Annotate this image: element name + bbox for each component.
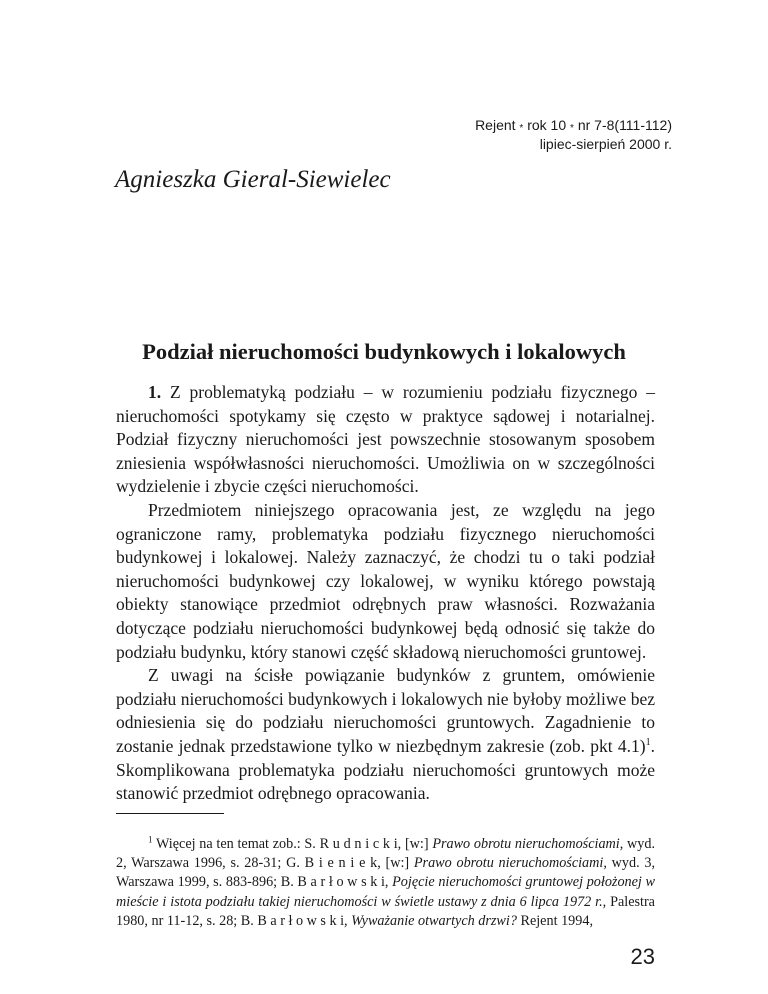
journal-name: Rejent: [475, 117, 516, 133]
journal-year: rok 10: [527, 117, 567, 133]
footnote-text: , wyd. 3, Warszawa 1999, s. 883-896; B. B a r ł o w s k i,: [116, 855, 656, 891]
section-number: 1.: [148, 382, 162, 402]
star-separator-icon: *: [570, 123, 574, 134]
author-name: Agnieszka Gieral-Siewielec: [115, 166, 391, 193]
journal-header: [475, 117, 672, 153]
footnote-marker: 1: [148, 834, 153, 845]
paragraph-1: [116, 381, 655, 499]
page-number: 23: [630, 944, 655, 969]
paragraph-3-text-b: . Skomplikowana problematyka podziału nieruchomości gruntowych może stanowić przedmiot odrębnego opracowania.: [116, 735, 655, 804]
journal-issue: nr 7-8(111-112): [577, 117, 672, 133]
footnote-1: [116, 835, 655, 931]
paragraph-3: [116, 664, 655, 806]
paragraph-1-text: Z problematyką podziału – w rozumieniu podziału fizycznego – nieruchomości spotykamy się często w praktyce sądowej i notarialnej. Podział fizyczny nieruchomości jest powszechnie stosowanym sposobem zniesienia współwłasności nieruchomości. Umożliwia on w szczególności wydzielenie i zbycie części nieruchomości.: [116, 382, 655, 497]
footnote-text: , wyd. 2, Warszawa 1996, s. 28-31; G. B i e n i e k, [w:]: [116, 836, 655, 872]
footnote-text: , Palestra 1980, nr 11-12, s. 28; B. B a r ł o w s k i,: [116, 893, 655, 929]
article-body: [116, 381, 655, 806]
footnote-citation-title: Prawo obrotu nieruchomościami: [413, 855, 604, 872]
footnote-reference[interactable]: 1: [645, 737, 651, 749]
footnote-text: Więcej na ten temat zob.: S. R u d n i c k i, [w:]: [152, 836, 433, 852]
footnote-divider: [116, 813, 224, 814]
footnote-citation-title: Prawo obrotu nieruchomościami: [432, 836, 620, 852]
journal-issue-line: [475, 117, 672, 136]
footnote-text: Rejent 1994,: [516, 912, 593, 929]
article-title: Podział nieruchomości budynkowych i lokalowych: [142, 339, 626, 364]
footnote-citation-title: Wyważanie otwartych drzwi?: [351, 912, 517, 929]
star-separator-icon: *: [519, 123, 524, 134]
footnote-citation-title: Pojęcie nieruchomości gruntowej położonej w mieście i istota podziału takiej nieruchomości w świetle ustawy z dnia 6 lipca 1972 r.: [116, 874, 655, 910]
journal-date: lipiec-sierpień 2000 r.: [539, 136, 672, 152]
footnote: [116, 835, 655, 931]
paragraph-2: [116, 499, 655, 664]
paragraph-3-text-a: Z uwagi na ścisłe powiązanie budynków z gruntem, omówienie podziału nieruchomości budynkowych i lokalowych nie byłoby możliwe bez odniesienia się do podziału nieruchomości gruntowych. Zagadnienie to zostanie jednak przedstawione tylko w niezbędnym zakresie (zob. pkt 4.1): [116, 665, 655, 756]
paragraph-2-text: Przedmiotem niniejszego opracowania jest, ze względu na jego ograniczone ramy, problematyka podziału fizycznego nieruchomości budynkowej i lokalowej. Należy zaznaczyć, że chodzi tu o taki podział nieruchomości budynkowej czy lokalowej, w wyniku którego powstają obiekty stanowiące przedmiot odrębnych praw własności. Rozważania dotyczące podziału nieruchomości budynkowej będą odnosić się także do podziału budynku, który stanowi część składową nieruchomości gruntowej.: [116, 499, 655, 662]
